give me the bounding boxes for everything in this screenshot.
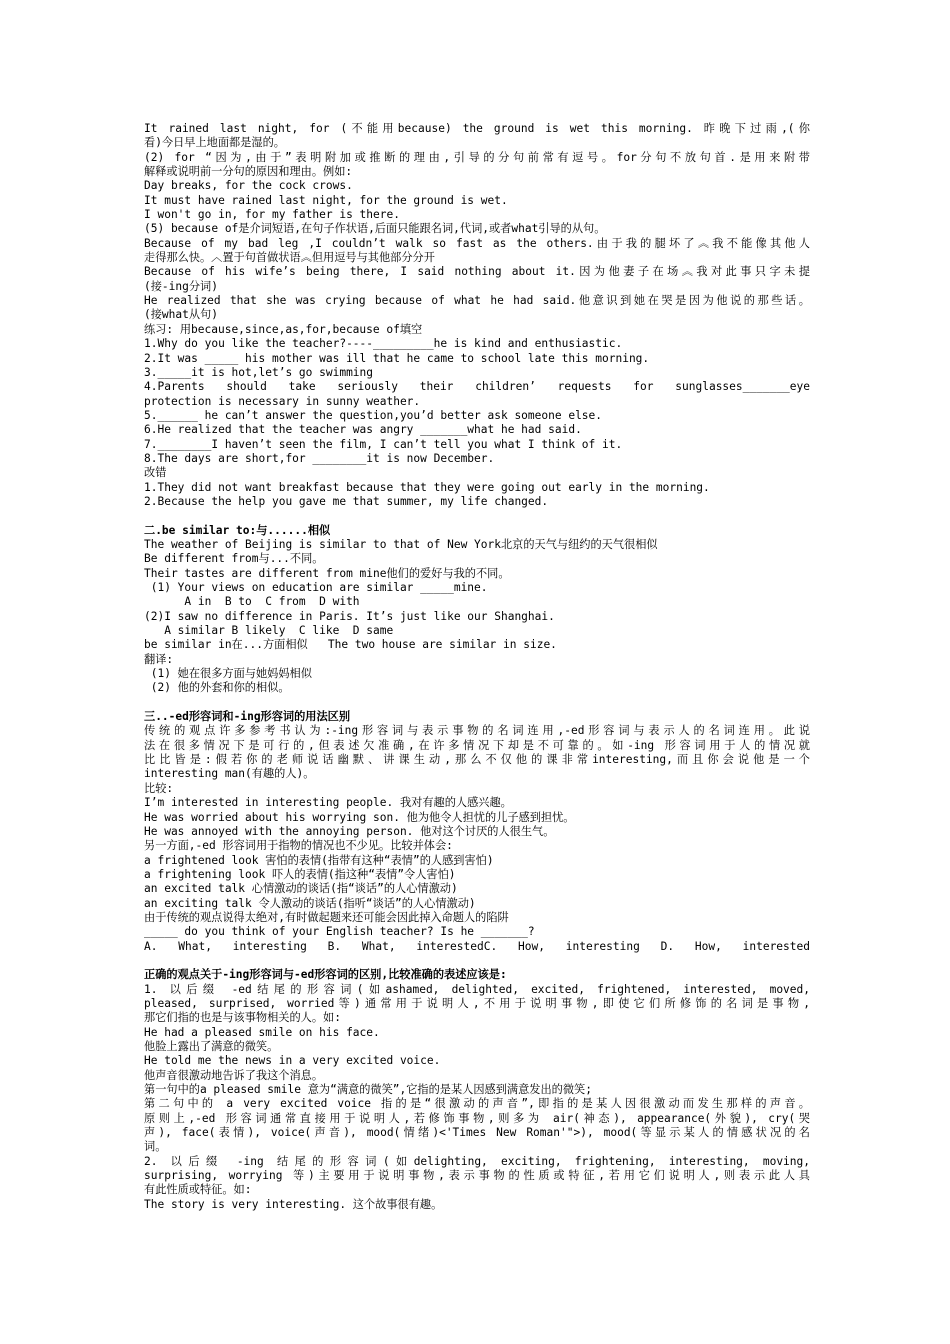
text-line: 2.Because the help you gave me that summer, my life changed. [144,494,549,508]
text-line: 解释或说明前一分句的原因和理由。例如: [144,165,353,179]
text-line: interesting man(有趣的人)。 [144,767,315,781]
text-line: 另一方面,-ed 形容词用于指物的情况也不少见。比较并体会: [144,839,453,853]
text-line: 走得那么快。︿置于句首做状语︽但用逗号与其他部分分开 [144,251,435,265]
text-line: A in B to C from D with [144,595,360,609]
text-line: A similar B likely C like D same [144,624,394,638]
text-line: 第二句中的 a very excited voice 指的是“很激动的声音”,即指的是某人因很激动而发生那样的声音。 [144,1097,810,1111]
text-line: He was annoyed with the annoying person. 他对这个讨厌的人很生气。 [144,824,555,838]
text-line: 那它们指的也是与该事物相关的人。如: [144,1011,341,1025]
text-line: 比比皆是:假若你的老师说话幽默、讲课生动,那么不仅他的课非常interesting,而且你会说他是一个 [144,753,810,767]
text-line: an exciting talk 令人激动的谈话(指听“谈话”的人心情激动) [144,896,476,910]
text-line: 翻译: [144,652,174,666]
text-line: Because of my bad leg ,I couldn’t walk so fast as the others.由于我的腿坏了︽我不能像其他人 [144,236,810,250]
text-line: 1. 以后缀 -ed结尾的形容词(如ashamed, delighted, excited, frightened, interested, moved, [144,982,810,996]
text-line: 第一句中的a pleased smile 意为“满意的微笑”,它指的是某人因感到满意发出的微笑; [144,1083,592,1097]
text-line: 词。 [144,1140,167,1154]
text-line: 4.Parents should take seriously their children’ requests for sunglasses_______eye [144,380,810,394]
blank-line [144,954,810,968]
text-line: Because of his wife’s being there, I said nothing about it.因为他妻子在场︽我对此事只字未提 [144,265,810,279]
section-heading: 二.be similar to:与......相似 [144,523,331,537]
text-line: 练习: 用because,since,as,for,because of填空 [144,322,423,336]
document-page [144,122,810,1212]
text-line: 传统的观点许多参考书认为:-ing形容词与表示事物的名词连用,-ed形容词与表示人的名词连用。此说 [144,724,810,738]
section-heading: 三..-ed形容词和-ing形容词的用法区别 [144,710,351,724]
text-line: an excited talk 心情激动的谈话(指“谈话”的人心情激动) [144,882,458,896]
text-line: 他声音很激动地告诉了我这个消息。 [144,1068,324,1082]
text-line: 6.He realized that the teacher was angry _______what he had said. [144,423,582,437]
text-line: 1.They did not want breakfast because that they were going out early in the morning. [144,480,710,494]
blank-line [144,696,810,710]
text-line: be similar in在...方面相似 The two house are similar in size. [144,638,557,652]
text-line: 2.It was _____ his mother was ill that he came to school late this morning. [144,351,650,365]
text-line: Be different from与...不同。 [144,552,324,566]
blank-line [144,509,810,523]
text-line: 原则上,-ed 形容词通常直接用于说明人,若修饰事物,则多为 air(神态), appearance(外貌), cry(哭 [144,1111,810,1125]
text-line: Their tastes are different from mine他们的爱好与我的不同。 [144,566,510,580]
text-line: (2) 他的外套和你的相似。 [144,681,290,695]
text-line: a frightened look 害怕的表情(指带有这种“表情”的人感到害怕) [144,853,494,867]
text-line: 他脸上露出了满意的微笑。 [144,1040,279,1053]
text-line: surprising, worrying 等)主要用于说明事物,表示事物的性质或特征,若用它们说明人,则表示此人具 [144,1169,810,1183]
text-line: (2) for “因为,由于”表明附加或推断的理由,引导的分句前常有逗号。for分句不放句首.是用来附带 [144,150,810,164]
text-line: 1.Why do you like the teacher?----_________he is kind and enthusiastic. [144,337,623,351]
text-line: a frightening look 吓人的表情(指这种“表情”令人害怕) [144,867,456,881]
text-line: I won't go in, for my father is there. [144,208,400,222]
text-line: protection is necessary in sunny weather. [144,394,421,408]
text-line: 法在很多情况下是可行的,但表述欠准确,在许多情况下却是不可靠的。如-ing 形容词用于人的情况就 [144,738,810,752]
text-line: 声), face(表情), voice(声音), mood(情绪)<'Times New Roman'">), mood(等显示某人的情感状况的名 [144,1126,810,1140]
text-line: The weather of Beijing is similar to that of New York北京的天气与纽约的天气很相似 [144,537,658,551]
text-line: 由于传统的观点说得太绝对,有时做起题来还可能会因此掉入命题人的陷阱 [144,910,509,924]
text-line: 8.The days are short,for ________it is now December. [144,451,495,465]
text-line: 改错 [144,466,167,480]
text-line: 看)今日早上地面都是湿的。 [144,136,285,150]
text-line: He realized that she was crying because of what he had said.他意识到她在哭是因为他说的那些话。 [144,294,810,308]
text-line: 5.______ he can’t answer the question,you’d better ask someone else. [144,408,603,422]
text-line: 有此性质或特征。如: [144,1183,252,1197]
text-line: It rained last night, for (不能用because) the ground is wet this morning. 昨晚下过雨,(你 [144,122,810,135]
text-line: (1) Your views on education are similar _____mine. [144,581,488,594]
text-line: It must have rained last night, for the ground is wet. [144,193,508,207]
text-line: (接what从句) [144,308,218,322]
text-line: Day breaks, for the cock crows. [144,179,353,193]
text-line: _____ do you think of your English teacher? Is he _______? [144,925,535,939]
text-line: (2)I saw no difference in Paris. It’s just like our Shanghai. [144,609,555,623]
text-line: pleased, surprised, worried等)通常用于说明人,不用于说明事物,即使它们所修饰的名词是事物, [144,996,810,1010]
text-line: He had a pleased smile on his face. [144,1025,380,1039]
text-line: The story is very interesting. 这个故事很有趣。 [144,1197,443,1211]
text-line: I’m interested in interesting people. 我对有趣的人感兴趣。 [144,796,512,810]
text-line: 3._____it is hot,let’s go swimming [144,365,374,379]
text-line: He was worried about his worrying son. 他为他令人担忧的儿子感到担忧。 [144,810,575,824]
text-line: 比较: [144,781,174,795]
text-line: (1) 她在很多方面与她妈妈相似 [144,667,312,681]
text-line: (接-ing分词) [144,279,218,293]
section-heading: 正确的观点关于-ing形容词与-ed形容词的区别,比较准确的表述应该是: [144,968,507,982]
text-line: 2. 以后缀 -ing 结尾的形容词(如delighting, exciting, frightening, interesting, moving, [144,1154,810,1168]
text-line: A. What, interesting B. What, interestedC. How, interesting D. How, interested [144,939,810,953]
text-line: 7.________I haven’t seen the film, I can’t tell you what I think of it. [144,437,623,451]
text-line: (5) because of是介词短语,在句子作状语,后面只能跟名词,代词,或者what引导的从句。 [144,222,606,236]
text-line: He told me the news in a very excited voice. [144,1054,441,1068]
